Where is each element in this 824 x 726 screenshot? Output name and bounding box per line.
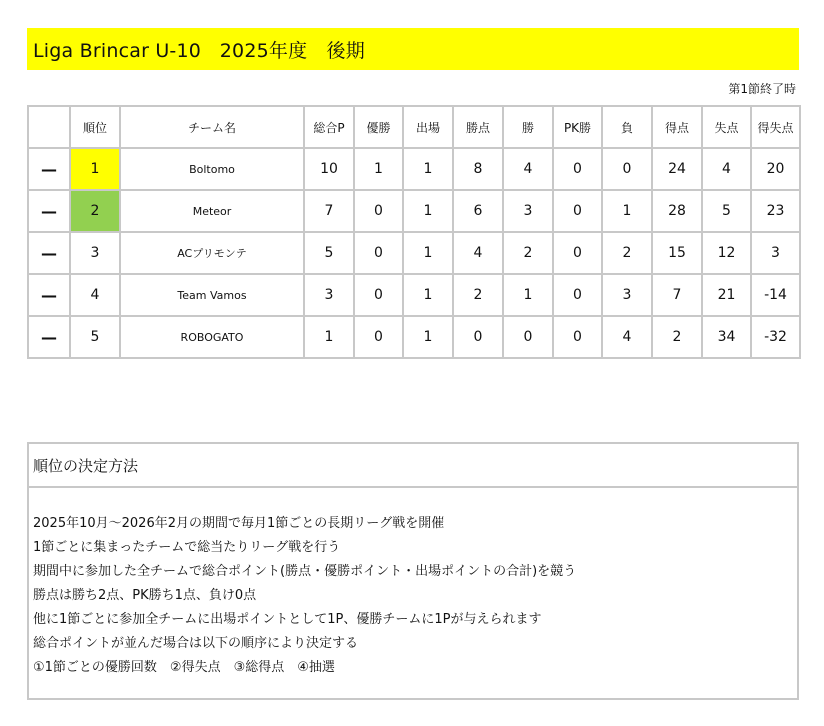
total-points: 7 [304,190,354,232]
rules-line: 他に1節ごとに参加全チームに出場ポイントとして1P、優勝チームに1Pが与えられます [33,612,542,627]
pk-wins: 0 [553,274,602,316]
wins: 2 [503,232,553,274]
match-points: 0 [453,316,503,358]
pk-wins: 0 [553,148,602,190]
goals-against: 12 [702,232,751,274]
match-points: 2 [453,274,503,316]
rank-cell: 1 [70,148,120,190]
header-trend [28,106,70,148]
header-appearances: 出場 [403,106,453,148]
header-match-points: 勝点 [453,106,503,148]
rules-body [29,488,797,680]
goal-difference: -32 [751,316,800,358]
total-points: 3 [304,274,354,316]
team-name: Team Vamos [120,274,304,316]
header-total-points: 総合P [304,106,354,148]
championships: 0 [354,316,403,358]
pk-wins: 0 [553,190,602,232]
wins: 1 [503,274,553,316]
rules-heading: 順位の決定方法 [29,444,797,488]
trend-indicator: — [28,232,70,274]
team-name: ACプリモンテ [120,232,304,274]
goals-against: 4 [702,148,751,190]
appearances: 1 [403,274,453,316]
match-points: 6 [453,190,503,232]
standings-table [27,105,801,359]
goals-against: 5 [702,190,751,232]
header-row [28,106,800,148]
goals-for: 7 [652,274,702,316]
header-goal-difference: 得失点 [751,106,800,148]
header-goals-for: 得点 [652,106,702,148]
appearances: 1 [403,316,453,358]
header-pk-wins: PK勝 [553,106,602,148]
goals-against: 34 [702,316,751,358]
goal-difference: 23 [751,190,800,232]
header-team: チーム名 [120,106,304,148]
goals-for: 24 [652,148,702,190]
match-points: 4 [453,232,503,274]
goal-difference: -14 [751,274,800,316]
rank-cell: 3 [70,232,120,274]
championships: 1 [354,148,403,190]
total-points: 10 [304,148,354,190]
wins: 4 [503,148,553,190]
team-name: Meteor [120,190,304,232]
team-name: ROBOGATO [120,316,304,358]
losses: 2 [602,232,652,274]
goals-for: 2 [652,316,702,358]
trend-indicator: — [28,274,70,316]
title-bar [27,28,799,70]
rules-line: 期間中に参加した全チームで総合ポイント(勝点・優勝ポイント・出場ポイントの合計)を競う [33,564,577,579]
goal-difference: 20 [751,148,800,190]
goal-difference: 3 [751,232,800,274]
losses: 4 [602,316,652,358]
table-row [28,274,800,316]
appearances: 1 [403,190,453,232]
appearances: 1 [403,232,453,274]
match-points: 8 [453,148,503,190]
table-row [28,316,800,358]
losses: 1 [602,190,652,232]
table-row [28,232,800,274]
goals-for: 15 [652,232,702,274]
rules-line: ①1節ごとの優勝回数 ②得失点 ③総得点 ④抽選 [33,660,335,675]
rules-line: 勝点は勝ち2点、PK勝ち1点、負け0点 [33,588,257,603]
wins: 0 [503,316,553,358]
total-points: 5 [304,232,354,274]
status-label: 第1節終了時 [728,82,796,96]
pk-wins: 0 [553,316,602,358]
header-goals-against: 失点 [702,106,751,148]
ranking-rules-box [27,442,799,700]
appearances: 1 [403,148,453,190]
rules-line: 1節ごとに集まったチームで総当たりリーグ戦を行う [33,540,341,555]
team-name: Boltomo [120,148,304,190]
goals-against: 21 [702,274,751,316]
losses: 0 [602,148,652,190]
table-row [28,190,800,232]
goals-for: 28 [652,190,702,232]
rank-cell: 2 [70,190,120,232]
rules-line: 2025年10月～2026年2月の期間で毎月1節ごとの長期リーグ戦を開催 [33,516,445,531]
losses: 3 [602,274,652,316]
pk-wins: 0 [553,232,602,274]
trend-indicator: — [28,148,70,190]
trend-indicator: — [28,316,70,358]
header-wins: 勝 [503,106,553,148]
rules-line: 総合ポイントが並んだ場合は以下の順序により決定する [33,636,359,651]
championships: 0 [354,274,403,316]
header-losses: 負 [602,106,652,148]
championships: 0 [354,190,403,232]
header-championships: 優勝 [354,106,403,148]
wins: 3 [503,190,553,232]
rank-cell: 4 [70,274,120,316]
page-title: Liga Brincar U-10 2025年度 後期 [33,39,365,62]
trend-indicator: — [28,190,70,232]
table-row [28,148,800,190]
rank-cell: 5 [70,316,120,358]
championships: 0 [354,232,403,274]
header-rank: 順位 [70,106,120,148]
total-points: 1 [304,316,354,358]
